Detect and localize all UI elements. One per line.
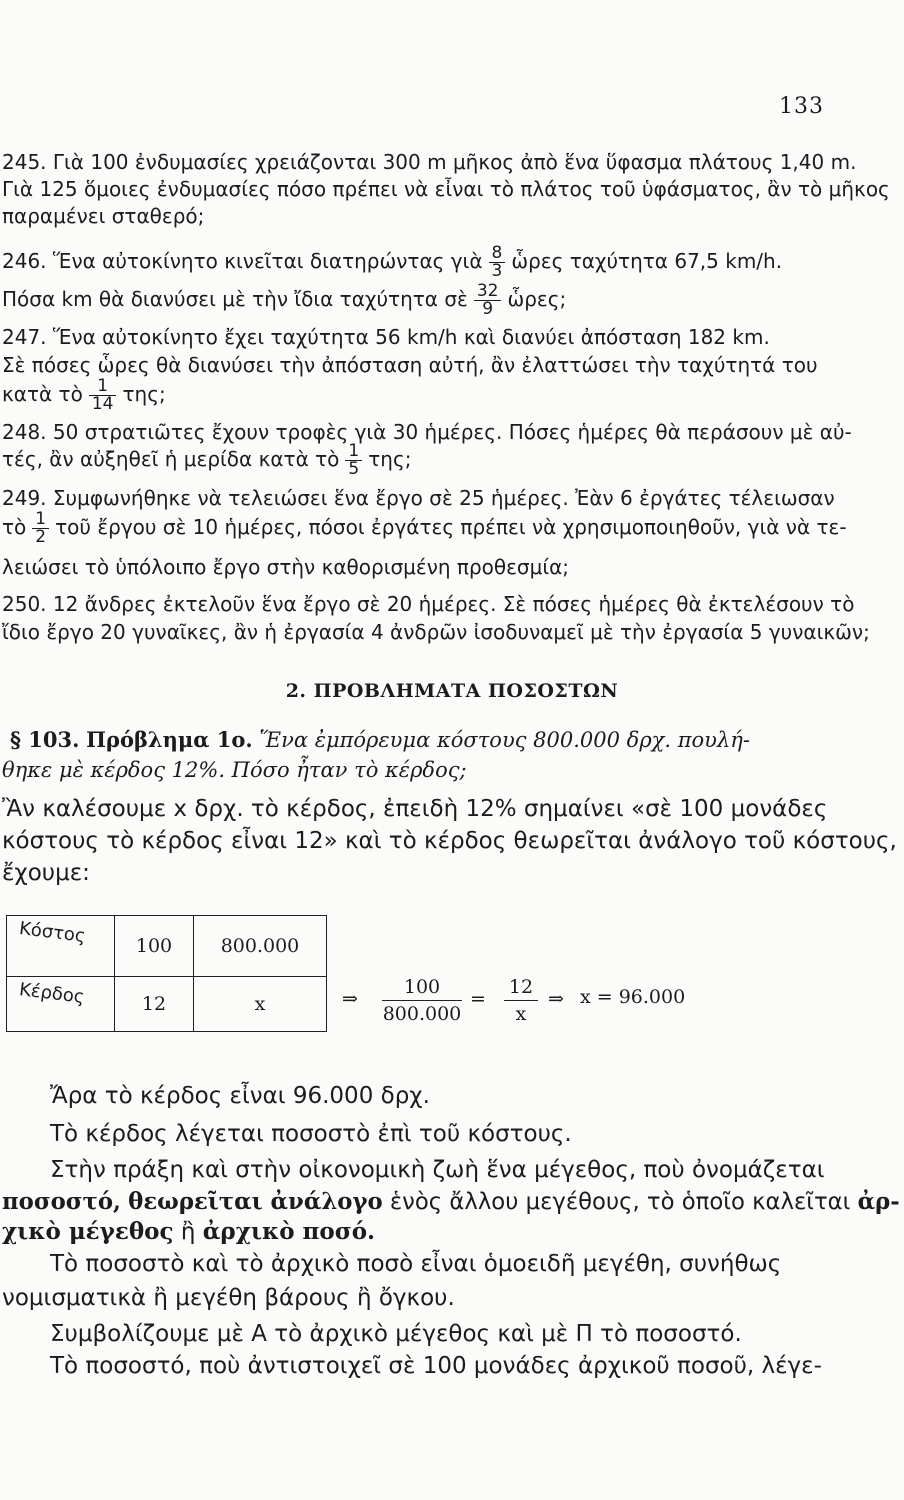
- problem-249-line-3: λειώσει τὸ ὑπόλοιπο ἔργο στὴν καθορισμένη προθεσμία;: [2, 555, 570, 579]
- problem-245-line-3: παραμένει σταθερό;: [2, 204, 205, 228]
- fraction-1-2: [32, 511, 49, 546]
- table-cell: x: [194, 977, 327, 1032]
- fraction-denominator: 2: [35, 527, 47, 547]
- term-initial-split: ἀρ-: [857, 1188, 900, 1215]
- solution-line-1: Ἂν καλέσουμε x δρχ. τὸ κέρδος, ἐπειδὴ 12% σημαίνει «σὲ 100 μονάδες: [2, 796, 828, 822]
- problem-246-text-a: 246. Ἕνα αὐτοκίνητο κινεῖται διατηρώντας γιὰ: [2, 249, 483, 273]
- problem-247-text-a: κατὰ τὸ: [2, 382, 83, 406]
- equals-sign: =: [470, 988, 486, 1010]
- fraction-numerator: 1: [89, 378, 117, 396]
- equation-fraction-2: [504, 974, 538, 1027]
- fraction-denominator: 14: [91, 394, 114, 414]
- solution-line-2: κόστους τὸ κέρδος εἶναι 12» καὶ τὸ κέρδος θεωρεῖται ἀνάλογο τοῦ κόστους,: [2, 828, 897, 854]
- fraction-numerator: 1: [32, 511, 49, 529]
- problem-247-text-b: της;: [122, 382, 166, 406]
- section-103-number: § 103.: [10, 727, 80, 752]
- equation-fraction-1: [382, 974, 462, 1027]
- text-line-5: [2, 1218, 375, 1246]
- term-initial-amount: ἀρχικὸ ποσό.: [202, 1218, 376, 1245]
- fraction-8-3: [489, 245, 506, 280]
- problem-246-line-1: [2, 245, 782, 280]
- problem-246-text-d: ὧρες;: [507, 287, 567, 311]
- equation-result: x = 96.000: [580, 986, 686, 1008]
- problem-249-line-1: 249. Συμφωνήθηκε νὰ τελειώσει ἕνα ἔργο σὲ 25 ἡμέρες. Ἐὰν 6 ἐργάτες τέλειωσαν: [2, 486, 835, 510]
- row-label-cell: [7, 977, 115, 1032]
- row-label: Κόστος: [17, 918, 87, 947]
- table-row: [7, 916, 327, 977]
- problem-248-text-b: της;: [368, 447, 412, 471]
- text-line-3: Στὴν πράξη καὶ στὴν οἰκονομικὴ ζωὴ ἕνα μέγεθος, ποὺ ὀνομάζεται: [50, 1157, 825, 1183]
- text-or: ἢ: [180, 1219, 196, 1245]
- fraction-numerator: 12: [504, 974, 538, 1001]
- table-row: [7, 977, 327, 1032]
- problem-1-statement-b: θηκε μὲ κέρδος 12%. Πόσο ἦταν τὸ κέρδος;: [2, 758, 467, 782]
- fraction-numerator: 1: [345, 443, 362, 461]
- fraction-denominator: x: [515, 1003, 527, 1025]
- text-line-8: Συμβολίζουμε μὲ Α τὸ ἀρχικὸ μέγεθος καὶ μὲ Π τὸ ποσοστό.: [50, 1321, 742, 1347]
- problem-248-line-1: 248. 50 στρατιῶτες ἔχουν τροφὲς γιὰ 30 ἡμέρες. Πόσες ἡμέρες θὰ περάσουν μὲ αὐ-: [2, 420, 852, 444]
- fraction-denominator: 3: [491, 261, 503, 281]
- problem-249-text-b: τοῦ ἔργου σὲ 10 ἡμέρες, πόσοι ἐργάτες πρέπει νὰ χρησιμοποιηθοῦν, γιὰ νὰ τε-: [55, 515, 847, 539]
- fraction-denominator: 9: [482, 299, 494, 319]
- fraction-1-5: [345, 443, 362, 478]
- row-label-cell: [7, 916, 115, 977]
- fraction-denominator: 800.000: [382, 1003, 462, 1025]
- problem-247-line-3: [2, 378, 166, 413]
- text-line-1: Ἄρα τὸ κέρδος εἶναι 96.000 δρχ.: [50, 1083, 430, 1109]
- fraction-numerator: 8: [489, 245, 506, 263]
- problem-250-line-2: ἴδιο ἔργο 20 γυναῖκες, ἂν ἡ ἐργασία 4 ἀνδρῶν ἰσοδυναμεῖ μὲ τὴν ἐργασία 5 γυναικῶν;: [2, 620, 870, 644]
- problem-248-text-a: τές, ἂν αὐξηθεῖ ἡ μερίδα κατὰ τὸ: [2, 447, 340, 471]
- problem-247-line-1: 247. Ἕνα αὐτοκίνητο ἔχει ταχύτητα 56 km/h καὶ διανύει ἀπόσταση 182 km.: [2, 325, 770, 349]
- table-cell: 800.000: [194, 916, 327, 977]
- problem-247-line-2: Σὲ πόσες ὧρες θὰ διανύσει τὴν ἀπόσταση αὐτή, ἂν ἐλαττώσει τὴν ταχύτητά του: [2, 353, 818, 377]
- text-line-4: [2, 1188, 900, 1216]
- term-percentage: ποσοστό,: [2, 1188, 121, 1215]
- table-cell: 12: [115, 977, 194, 1032]
- fraction-32-9: [474, 283, 502, 318]
- proportion-table: [6, 915, 327, 1032]
- text-line-7: νομισματικὰ ἢ μεγέθη βάρους ἢ ὄγκου.: [2, 1285, 455, 1311]
- problem-246-text-b: ὧρες ταχύτητα 67,5 km/h.: [511, 249, 783, 273]
- term-proportional: θεωρεῖται ἀνάλογο: [128, 1188, 383, 1215]
- problem-249-text-a: τὸ: [2, 515, 27, 539]
- problem-249-line-2: [2, 511, 847, 546]
- problem-1-title: Πρόβλημα 1ο.: [86, 727, 253, 752]
- text-line-9: Τὸ ποσοστό, ποὺ ἀντιστοιχεῖ σὲ 100 μονάδες ἀρχικοῦ ποσοῦ, λέγε-: [50, 1353, 822, 1379]
- fraction-1-14: [89, 378, 117, 413]
- page-number: 133: [779, 94, 824, 119]
- implies-arrow-1: ⇒: [342, 988, 358, 1010]
- fraction-numerator: 32: [474, 283, 502, 301]
- problem-250-line-1: 250. 12 ἄνδρες ἐκτελοῦν ἕνα ἔργο σὲ 20 ἡμέρες. Σὲ πόσες ἡμέρες θὰ ἐκτελέσουν τὸ: [2, 592, 855, 616]
- section-heading: 2. ΠΡΟΒΛΗΜΑΤΑ ΠΟΣΟΣΤΩΝ: [285, 680, 619, 702]
- fraction-denominator: 5: [348, 459, 360, 479]
- term-initial-magnitude: χικὸ μέγεθος: [2, 1218, 174, 1245]
- section-103-line-1: [10, 728, 750, 752]
- problem-1-statement-a: Ἕνα ἐμπόρευμα κόστους 800.000 δρχ. πουλή-: [259, 728, 750, 752]
- text-line-6: Τὸ ποσοστὸ καὶ τὸ ἀρχικὸ ποσὸ εἶναι ὁμοειδῆ μεγέθη, συνήθως: [50, 1251, 782, 1277]
- solution-line-3: ἔχουμε:: [2, 860, 90, 886]
- implies-arrow-2: ⇒: [548, 988, 564, 1010]
- problem-248-line-2: [2, 443, 411, 478]
- problem-245-line-2: Γιὰ 125 ὅμοιες ἐνδυμασίες πόσο πρέπει νὰ εἶναι τὸ πλάτος τοῦ ὑφάσματος, ἂν τὸ μῆκος: [2, 177, 890, 201]
- row-label: Κέρδος: [17, 979, 86, 1008]
- table-cell: 100: [115, 916, 194, 977]
- problem-245-line-1: 245. Γιὰ 100 ἐνδυμασίες χρειάζονται 300 m μῆκος ἀπὸ ἕνα ὕφασμα πλάτους 1,40 m.: [2, 150, 857, 174]
- text-line-2: Τὸ κέρδος λέγεται ποσοστὸ ἐπὶ τοῦ κόστους.: [50, 1121, 572, 1147]
- problem-246-line-2: [2, 283, 566, 318]
- text-line-4-middle: ἑνὸς ἄλλου μεγέθους, τὸ ὁποῖο καλεῖται: [389, 1189, 851, 1215]
- problem-246-text-c: Πόσα km θὰ διανύσει μὲ τὴν ἴδια ταχύτητα σὲ: [2, 287, 468, 311]
- fraction-numerator: 100: [382, 974, 462, 1001]
